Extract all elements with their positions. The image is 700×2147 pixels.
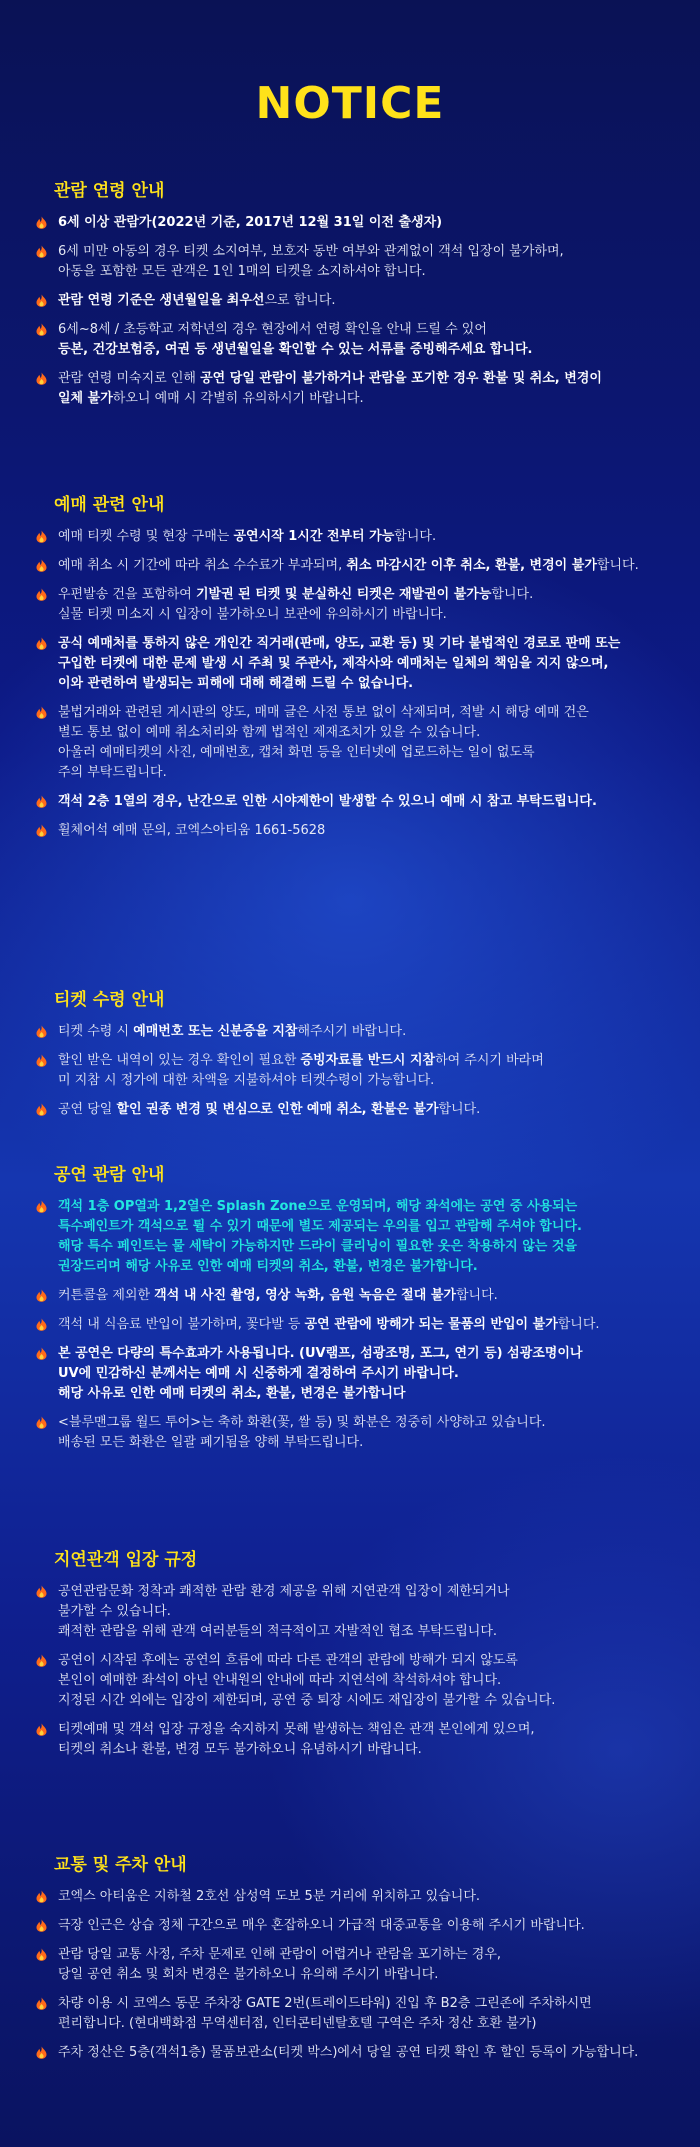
flame-icon <box>36 372 47 385</box>
notice-line <box>58 1100 676 1120</box>
flame-icon <box>36 1416 47 1429</box>
bold-text: 공연 당일 관람이 불가하거나 관람을 포기한 경우 환불 및 취소, 변경이 <box>200 371 602 386</box>
body-text: 코엑스 아티움은 지하철 2호선 삼성역 도보 5분 거리에 위치하고 있습니다. <box>58 1889 481 1904</box>
notice-line <box>58 723 676 743</box>
notice-item <box>36 2043 676 2063</box>
flame-icon <box>36 1997 47 2010</box>
notice-line <box>58 1916 676 1936</box>
section-heading: 관람 연령 안내 <box>54 181 165 201</box>
body-text: 공연 당일 <box>58 1102 117 1117</box>
notice-item <box>36 1315 676 1335</box>
notice-line <box>58 1602 676 1622</box>
notice-line <box>58 1237 676 1257</box>
flame-icon <box>36 795 47 808</box>
flame-icon <box>36 1585 47 1598</box>
body-text: 별도 통보 없이 예매 취소처리와 함께 법적인 제재조치가 있을 수 있습니다. <box>58 725 481 740</box>
body-text: 불법거래와 관련된 게시판의 양도, 매매 글은 사전 통보 없이 삭제되며, 적발 시 해당 예매 건은 <box>58 705 589 720</box>
notice-section <box>36 1160 676 1462</box>
notice-line <box>58 340 676 360</box>
notice-line <box>58 1887 676 1907</box>
body-text: 불가할 수 있습니다. <box>58 1604 171 1619</box>
notice-item <box>36 527 676 547</box>
body-text: 하여 주시기 바라며 <box>435 1053 544 1068</box>
body-text: 합니다. <box>438 1102 481 1117</box>
body-text: 6세~8세 / 초등학교 저학년의 경우 현장에서 연령 확인을 안내 드릴 수 있어 <box>58 322 487 337</box>
flame-icon <box>36 1919 47 1932</box>
notice-item <box>36 1051 676 1091</box>
flame-icon <box>36 245 47 258</box>
body-text: 티켓 수령 시 <box>58 1024 134 1039</box>
notice-line <box>58 1051 676 1071</box>
body-text: 합니다. <box>491 587 534 602</box>
flame-icon <box>36 824 47 837</box>
flame-icon <box>36 1948 47 1961</box>
notice-item <box>36 1022 676 1042</box>
notice-line <box>58 1217 676 1237</box>
section-heading: 예매 관련 안내 <box>54 495 165 515</box>
notice-line <box>58 1413 676 1433</box>
body-text: 아동을 포함한 모든 관객은 1인 1매의 티켓을 소지하셔야 합니다. <box>58 264 426 279</box>
body-text: 티켓예매 및 객석 입장 규정을 숙지하지 못해 발생하는 책임은 관객 본인에게 있으며, <box>58 1722 535 1737</box>
body-text: 미 지참 시 정가에 대한 차액을 지불하셔야 티켓수령이 가능합니다. <box>58 1073 435 1088</box>
notice-section <box>36 490 676 850</box>
notice-item <box>36 703 676 783</box>
notice-line <box>58 654 676 674</box>
body-text: 6세 미만 아동의 경우 티켓 소지여부, 보호자 동반 여부와 관계없이 객석 입장이 불가하며, <box>58 244 564 259</box>
body-text: 휠체어석 예매 문의, 코엑스아티움 1661-5628 <box>58 823 326 838</box>
flame-icon <box>36 294 47 307</box>
notice-line <box>58 1671 676 1691</box>
body-text: 쾌적한 관람을 위해 관객 여러분들의 적극적이고 자발적인 협조 부탁드립니다. <box>58 1624 498 1639</box>
notice-line <box>58 527 676 547</box>
flame-icon <box>36 1200 47 1213</box>
flame-icon <box>36 1318 47 1331</box>
section-heading: 교통 및 주차 안내 <box>54 1855 187 1875</box>
body-text: 합니다. <box>455 1288 498 1303</box>
notice-item <box>36 1197 676 1277</box>
notice-line <box>58 634 676 654</box>
bold-text: 증빙자료를 반드시 지참 <box>300 1053 436 1068</box>
body-text: 공연이 시작된 후에는 공연의 흐름에 따라 다른 관객의 관람에 방해가 되지 않도록 <box>58 1653 518 1668</box>
notice-item <box>36 242 676 282</box>
bold-text: 객석 내 사진 촬영, 영상 녹화, 음원 녹음은 절대 불가 <box>154 1288 456 1303</box>
flame-icon <box>36 216 47 229</box>
notice-line <box>58 1384 676 1404</box>
body-text: <블루맨그룹 월드 투어>는 축하 화환(꽃, 쌀 등) 및 화분은 정중히 사양하고 있습니다. <box>58 1415 546 1430</box>
notice-item <box>36 369 676 409</box>
notice-line <box>58 262 676 282</box>
notice-line <box>58 1965 676 1985</box>
highlight-text: 해당 특수 페인트는 물 세탁이 가능하지만 드라이 클리닝이 필요한 옷은 착용하지 않는 것을 <box>58 1239 577 1254</box>
body-text: 지정된 시간 외에는 입장이 제한되며, 공연 중 퇴장 시에도 재입장이 불가할 수 있습니다. <box>58 1693 556 1708</box>
body-text: 주의 부탁드립니다. <box>58 765 167 780</box>
flame-icon <box>36 559 47 572</box>
body-text: 객석 내 식음료 반입이 불가하며, 꽃다발 등 <box>58 1317 305 1332</box>
notice-line <box>58 556 676 576</box>
notice-line <box>58 605 676 625</box>
body-text: 합니다. <box>394 529 437 544</box>
notice-section <box>36 1850 676 2072</box>
notice-line <box>58 1071 676 1091</box>
bold-text: 취소 마감시간 이후 취소, 환불, 변경이 불가 <box>346 558 597 573</box>
notice-line <box>58 1720 676 1740</box>
notice-section <box>36 985 676 1129</box>
body-text: 우편발송 건을 포함하여 <box>58 587 196 602</box>
body-text: 예매 취소 시 기간에 따라 취소 수수료가 부과되며, <box>58 558 347 573</box>
notice-line <box>58 1022 676 1042</box>
bold-text: 6세 이상 관람가(2022년 기준, 2017년 12월 31일 이전 출생자) <box>58 215 443 230</box>
page-title: NOTICE <box>255 78 445 129</box>
highlight-text: 객석 1층 OP열과 1,2열은 Splash Zone으로 운영되며, 해당 좌석에는 공연 중 사용되는 <box>58 1199 578 1214</box>
flame-icon <box>36 1654 47 1667</box>
bold-text: 등본, 건강보험증, 여권 등 생년월일을 확인할 수 있는 서류를 증빙해주세요 합니다. <box>58 342 533 357</box>
flame-icon <box>36 637 47 650</box>
body-text: 주차 정산은 5층(객석1층) 물품보관소(티켓 박스)에서 당일 공연 티켓 확인 후 할인 등록이 가능합니다. <box>58 2045 639 2060</box>
flame-icon <box>36 1723 47 1736</box>
body-text: 관람 연령 미숙지로 인해 <box>58 371 201 386</box>
flame-icon <box>36 1054 47 1067</box>
bold-text: 공연 관람에 방해가 되는 물품의 반입이 불가 <box>304 1317 558 1332</box>
notice-item <box>36 1413 676 1453</box>
notice-line <box>58 1994 676 2014</box>
flame-icon <box>36 1347 47 1360</box>
body-text: 극장 인근은 상습 정체 구간으로 매우 혼잡하오니 가급적 대중교통을 이용해 주시기 바랍니다. <box>58 1918 585 1933</box>
notice-item <box>36 556 676 576</box>
notice-line <box>58 1197 676 1217</box>
notice-line <box>58 242 676 262</box>
section-heading: 공연 관람 안내 <box>54 1165 165 1185</box>
section-heading: 티켓 수령 안내 <box>54 990 165 1010</box>
bold-text: UV에 민감하신 분께서는 예매 시 신중하게 결정하여 주시기 바랍니다. <box>58 1366 459 1381</box>
body-text: 으로 합니다. <box>264 293 336 308</box>
flame-icon <box>36 1890 47 1903</box>
notice-item <box>36 1100 676 1120</box>
section-heading: 지연관객 입장 규정 <box>54 1550 198 1570</box>
bold-text: 해당 사유로 인한 예매 티켓의 취소, 환불, 변경은 불가합니다 <box>58 1386 406 1401</box>
body-text: 해주시기 바랍니다. <box>297 1024 407 1039</box>
notice-line <box>58 743 676 763</box>
notice-item <box>36 1916 676 1936</box>
bold-text: 공식 예매처를 통하지 않은 개인간 직거래(판매, 양도, 교환 등) 및 기타 불법적인 경로로 판매 또는 <box>58 636 621 651</box>
notice-line <box>58 2014 676 2034</box>
notice-line <box>58 1286 676 1306</box>
notice-section <box>36 1545 676 1769</box>
notice-item <box>36 1286 676 1306</box>
notice-line <box>58 389 676 409</box>
flame-icon <box>36 323 47 336</box>
body-text: 하오니 예매 시 각별히 유의하시기 바랍니다. <box>112 391 364 406</box>
flame-icon <box>36 588 47 601</box>
bold-text: 이와 관련하여 발생되는 피해에 대해 해결해 드릴 수 없습니다. <box>58 676 414 691</box>
bold-text: 본 공연은 다량의 특수효과가 사용됩니다. (UV램프, 섬광조명, 포그, 연기 등) 섬광조명이나 <box>58 1346 583 1361</box>
notice-line <box>58 1433 676 1453</box>
notice-line <box>58 369 676 389</box>
notice-line <box>58 1315 676 1335</box>
notice-item <box>36 1720 676 1760</box>
body-text: 티켓의 취소나 환불, 변경 모두 불가하오니 유념하시기 바랍니다. <box>58 1742 422 1757</box>
body-text: 공연관람문화 정착과 쾌적한 관람 환경 제공을 위해 지연관객 입장이 제한되거나 <box>58 1584 510 1599</box>
body-text: 차량 이용 시 코엑스 동문 주차장 GATE 2번(트레이드타워) 진입 후 B2층 그린존에 주차하시면 <box>58 1996 592 2011</box>
highlight-text: 특수페인트가 객석으로 튈 수 있기 때문에 별도 제공되는 우의를 입고 관람해 주셔야 합니다. <box>58 1219 582 1234</box>
body-text: 예매 티켓 수령 및 현장 구매는 <box>58 529 234 544</box>
bold-text: 예매번호 또는 신분증을 지참 <box>133 1024 298 1039</box>
notice-line <box>58 792 676 812</box>
notice-line <box>58 1622 676 1642</box>
notice-item <box>36 792 676 812</box>
notice-line <box>58 703 676 723</box>
body-text: 관람 당일 교통 사정, 주차 문제로 인해 관람이 어렵거나 관람을 포기하는 경우, <box>58 1947 502 1962</box>
notice-line <box>58 1364 676 1384</box>
notice-item <box>36 585 676 625</box>
flame-icon <box>36 706 47 719</box>
notice-item <box>36 1945 676 1985</box>
notice-line <box>58 291 676 311</box>
notice-line <box>58 585 676 605</box>
notice-line <box>58 1740 676 1760</box>
notice-item <box>36 1887 676 1907</box>
body-text: 커튼콜을 제외한 <box>58 1288 155 1303</box>
notice-line <box>58 1691 676 1711</box>
body-text: 아울러 예매티켓의 사진, 예매번호, 캡쳐 화면 등을 인터넷에 업로드하는 일이 없도록 <box>58 745 535 760</box>
notice-item <box>36 291 676 311</box>
body-text: 합니다. <box>596 558 639 573</box>
notice-item <box>36 213 676 233</box>
body-text: 실물 티켓 미소지 시 입장이 불가하오니 보관에 유의하시기 바랍니다. <box>58 607 447 622</box>
body-text: 편리합니다. (현대백화점 무역센터점, 인터콘티넨탈호텔 구역은 주차 정산 호환 불가) <box>58 2016 537 2031</box>
body-text: 배송된 모든 화환은 일괄 폐기됨을 양해 부탁드립니다. <box>58 1435 364 1450</box>
bold-text: 관람 연령 기준은 생년월일을 최우선 <box>58 293 265 308</box>
flame-icon <box>36 530 47 543</box>
notice-line <box>58 1582 676 1602</box>
notice-item <box>36 1582 676 1642</box>
bold-text: 할인 권종 변경 및 변심으로 인한 예매 취소, 환불은 불가 <box>116 1102 439 1117</box>
highlight-text: 권장드리며 해당 사유로 인한 예매 티켓의 취소, 환불, 변경은 불가합니다. <box>58 1259 478 1274</box>
notice-line <box>58 1257 676 1277</box>
bold-text: 구입한 티켓에 대한 문제 발생 시 주최 및 주관사, 제작사와 예매처는 일체의 책임을 지지 않으며, <box>58 656 609 671</box>
flame-icon <box>36 2046 47 2059</box>
notice-line <box>58 763 676 783</box>
notice-item <box>36 1994 676 2034</box>
notice-line <box>58 1344 676 1364</box>
body-text: 본인이 예매한 좌석이 아닌 안내원의 안내에 따라 지연석에 착석하셔야 합니다. <box>58 1673 502 1688</box>
bold-text: 공연시작 1시간 전부터 가능 <box>233 529 395 544</box>
notice-line <box>58 821 676 841</box>
notice-line <box>58 2043 676 2063</box>
bold-text: 일체 불가 <box>58 391 113 406</box>
flame-icon <box>36 1103 47 1116</box>
notice-item <box>36 634 676 694</box>
flame-icon <box>36 1025 47 1038</box>
notice-item <box>36 821 676 841</box>
notice-line <box>58 674 676 694</box>
flame-icon <box>36 1289 47 1302</box>
body-text: 합니다. <box>557 1317 600 1332</box>
bold-text: 객석 2층 1열의 경우, 난간으로 인한 시야제한이 발생할 수 있으니 예매 시 참고 부탁드립니다. <box>58 794 597 809</box>
body-text: 할인 받은 내역이 있는 경우 확인이 필요한 <box>58 1053 301 1068</box>
notice-section <box>36 176 676 418</box>
body-text: 당일 공연 취소 및 회차 변경은 불가하오니 유의해 주시기 바랍니다. <box>58 1967 439 1982</box>
notice-line <box>58 1945 676 1965</box>
bold-text: 기발권 된 티켓 및 분실하신 티켓은 재발권이 불가능 <box>195 587 492 602</box>
notice-line <box>58 213 676 233</box>
notice-line <box>58 320 676 340</box>
notice-item <box>36 1651 676 1711</box>
notice-item <box>36 1344 676 1404</box>
notice-item <box>36 320 676 360</box>
notice-line <box>58 1651 676 1671</box>
